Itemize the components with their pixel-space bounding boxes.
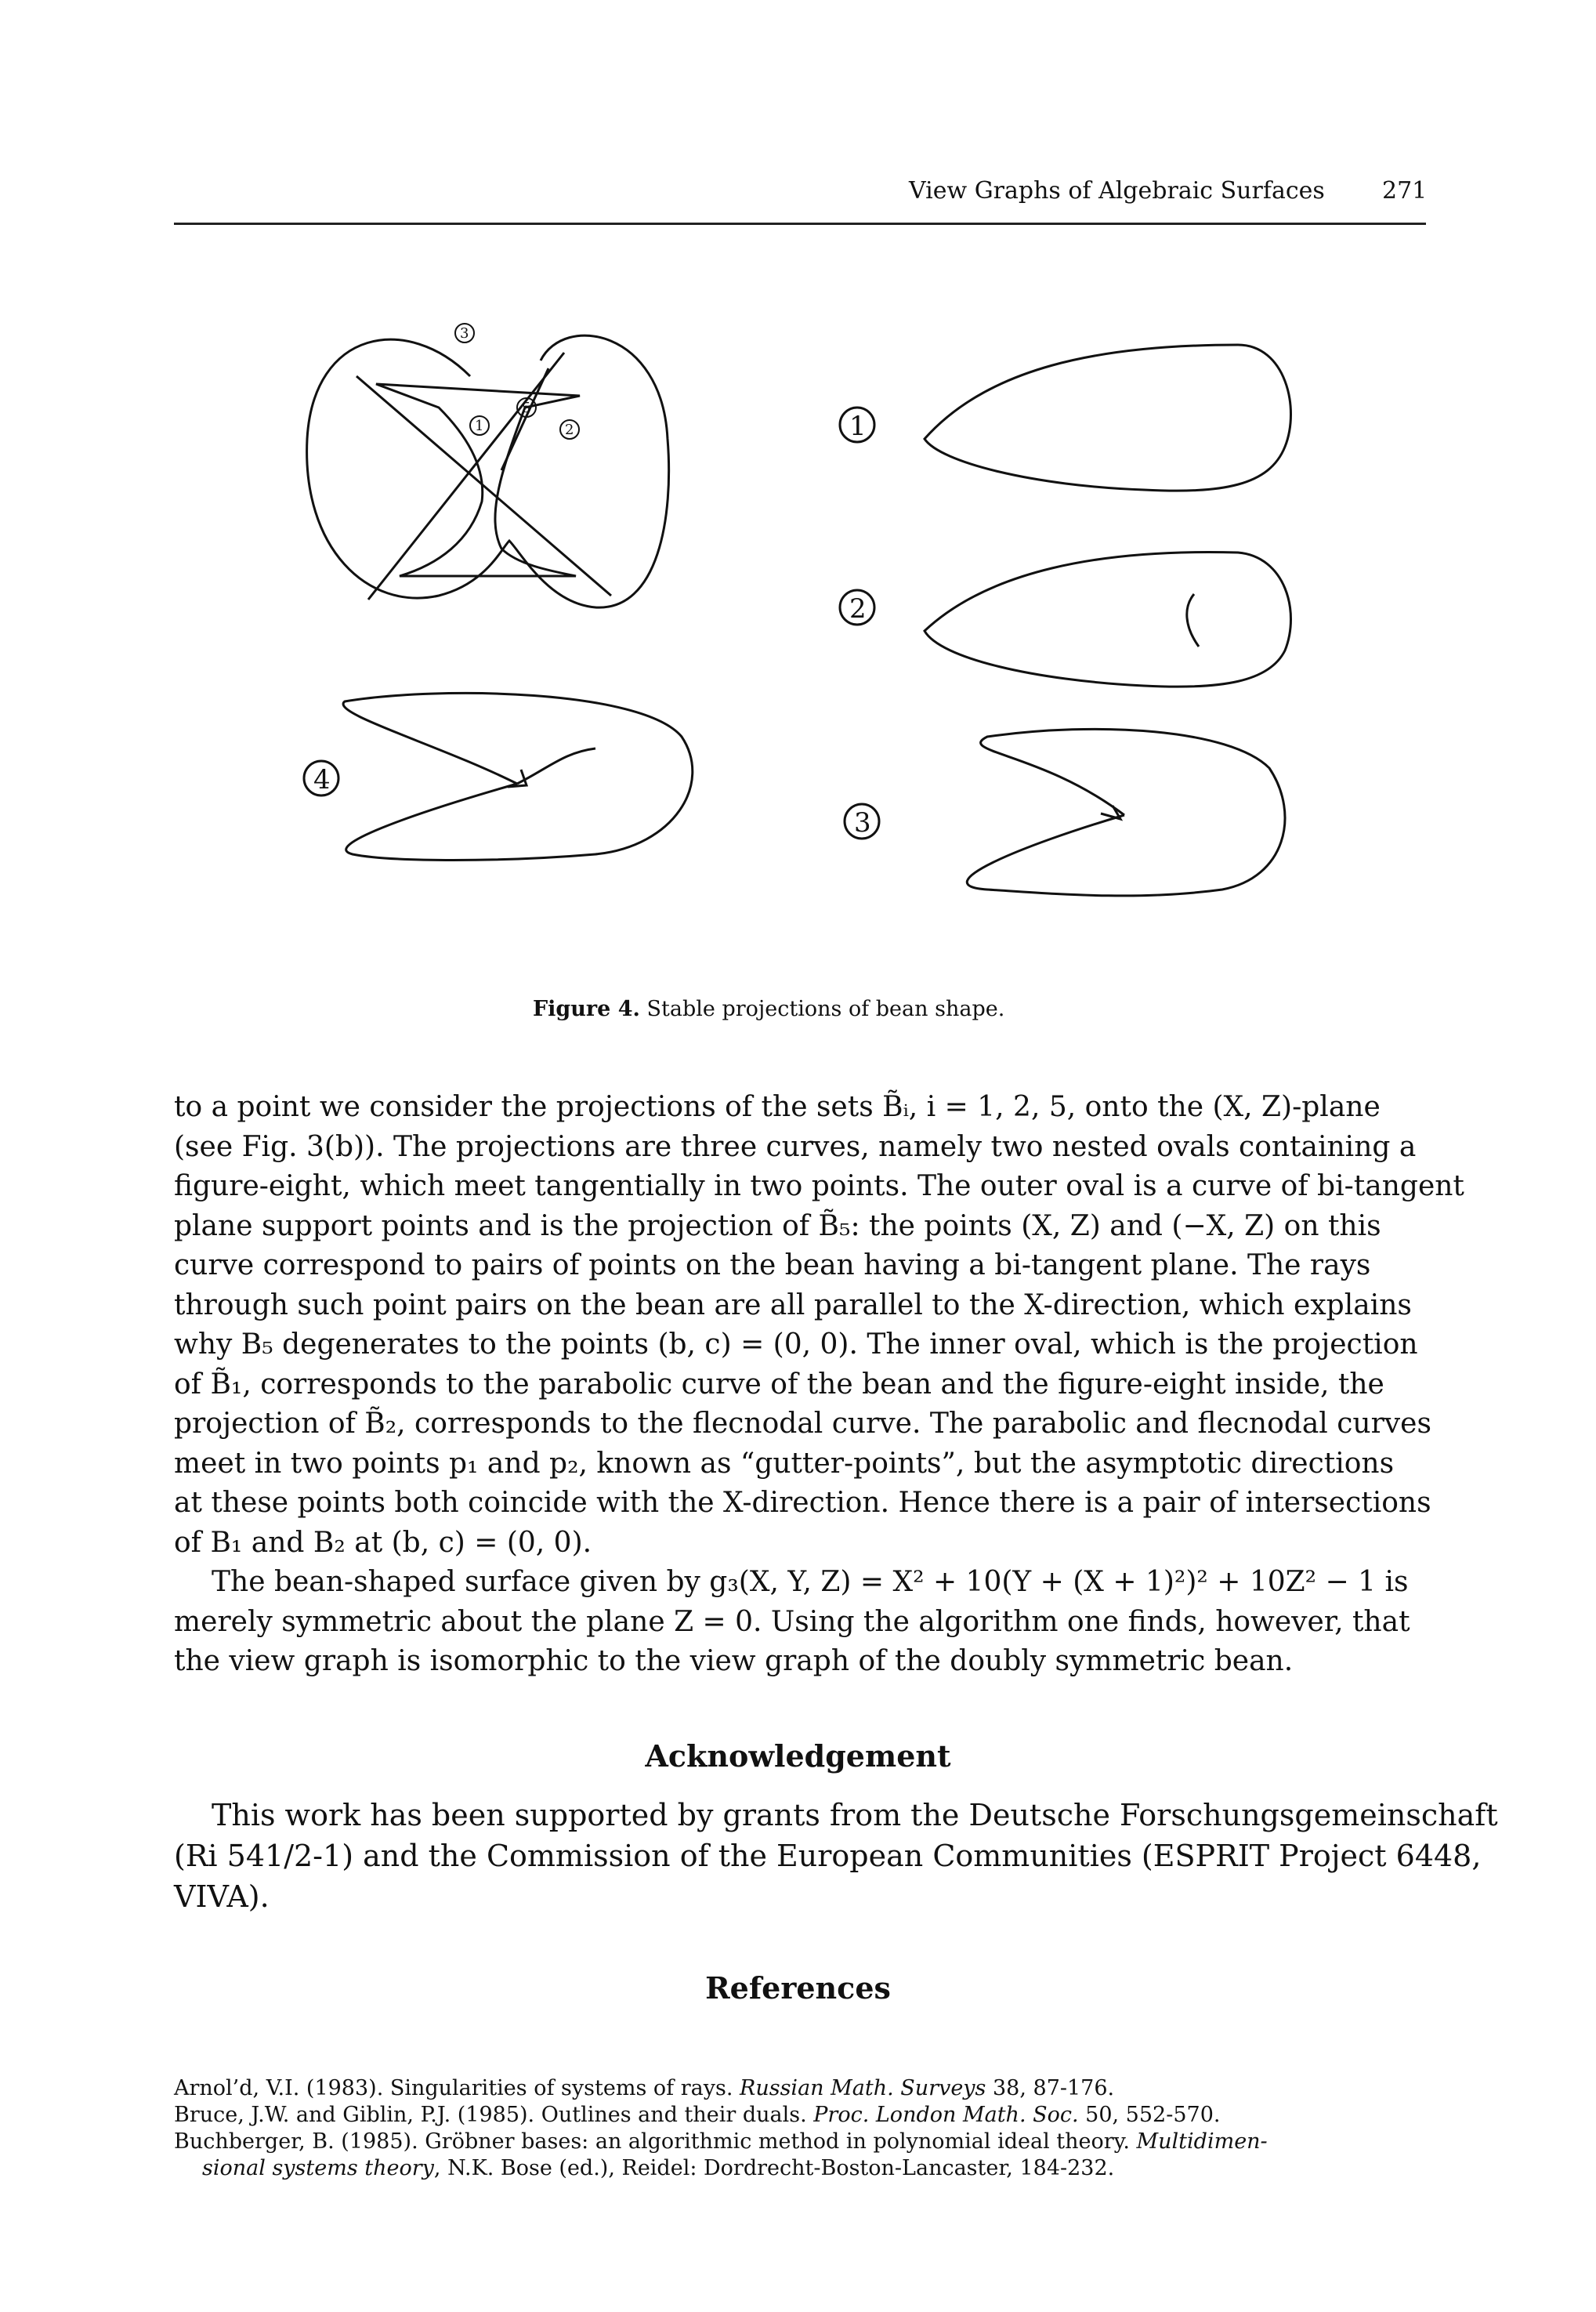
cross-line-a [356,376,611,596]
running-title: View Graphs of Algebraic Surfaces [909,177,1325,205]
reference-details: , N.K. Bose (ed.), Reidel: Dordrecht-Boston-Lancaster, 184-232. [433,2156,1115,2180]
projection-2-drawing [925,552,1291,687]
projection-4-drawing [343,693,693,860]
reference-item [174,2075,1426,2102]
small-label-1: 1 [475,418,484,434]
projection-2-curve [925,552,1291,687]
projection-2-cusp [1187,594,1199,647]
text-line: merely symmetric about the plane Z = 0. Using the algorithm one finds, however, that [174,1605,1410,1638]
text-line: This work has been supported by grants from the Deutsche Forschungsgemeinschaft [212,1798,1498,1832]
projection-3-drawing [967,729,1285,896]
text-line: meet in two points p₁ and p₂, known as “gutter-points”, but the asymptotic directions [174,1447,1395,1480]
small-label-5: 5 [522,400,531,416]
body-paragraph-1 [174,1088,1464,1563]
projection-1-drawing [925,345,1291,491]
acknowledgement-text [174,1795,1498,1917]
text-line: (see Fig. 3(b)). The projections are three curves, namely two nested ovals containing a [174,1130,1417,1163]
references-title: References [705,1970,891,2006]
label-4: 4 [313,764,331,795]
text-line: why B₅ degenerates to the points (b, c) = (0, 0). The inner oval, which is the projection [174,1328,1418,1361]
reference-journal: Proc. London Math. Soc. [813,2103,1079,2127]
text-line: at these points both coincide with the X-direction. Hence there is a pair of intersections [174,1487,1431,1519]
reference-journal: Russian Math. Surveys [740,2076,986,2100]
reference-authors: Arnol’d, V.I. (1983). Singularities of systems of rays. [174,2076,740,2100]
text-line: (Ri 541/2-1) and the Commission of the European Communities (ESPRIT Project 6448, [174,1839,1482,1873]
reference-authors: Bruce, J.W. and Giblin, P.J. (1985). Outlines and their duals. [174,2103,814,2127]
figure-caption-text: Stable projections of bean shape. [646,997,1005,1021]
small-label-3: 3 [460,325,469,342]
figure-circled-labels [304,408,879,839]
projection-4-cusp [517,748,595,784]
projection-4-curve [343,693,693,860]
small-label-2: 2 [565,422,574,438]
text-line: The bean-shaped surface given by g₃(X, Y, Z) = X² + 10(Y + (X + 1)²)² + 10Z² − 1 is [212,1566,1409,1598]
label-3: 3 [854,807,871,839]
label-1: 1 [849,411,867,442]
text-line: projection of B̃₂, corresponds to the flecnodal curve. The parabolic and flecnodal curves [174,1408,1431,1440]
text-line: the view graph is isomorphic to the view graph of the doubly symmetric bean. [174,1645,1294,1677]
page-number: 271 [1382,177,1428,205]
projection-1-curve [925,345,1291,491]
text-line: curve correspond to pairs of points on the bean having a bi-tangent plane. The rays [174,1249,1371,1281]
reference-authors: Buchberger, B. (1985). Gröbner bases: an algorithmic method in polynomial ideal theory. [174,2129,1137,2154]
text-line: to a point we consider the projections of the sets B̃ᵢ, i = 1, 2, 5, onto the (X, Z)-plane [174,1091,1381,1123]
reference-details: 50, 552-570. [1078,2103,1221,2127]
figure-caption-label: Figure 4. [533,997,640,1021]
body-paragraph-2 [174,1563,1426,1682]
text-line: through such point pairs on the bean are all parallel to the X-direction, which explains [174,1288,1412,1321]
reference-item [174,2129,1426,2182]
text-line: figure-eight, which meet tangentially in two points. The outer oval is a curve of bi-tangent [174,1170,1464,1202]
cross-line-c [501,368,548,470]
text-line: of B₁ and B₂ at (b, c) = (0, 0). [174,1526,592,1559]
figure-4 [0,0,1596,1035]
reference-continuation [174,2155,1426,2182]
text-line: plane support points and is the projection of B̃₅: the points (X, Z) and (−X, Z) on this [174,1209,1381,1242]
figure-caption [533,997,1004,1021]
projection-3-cusp [1101,806,1120,819]
reference-details: 38, 87-176. [986,2076,1115,2100]
reference-journal: Multidimen- [1136,2129,1268,2154]
projection-3-curve [967,729,1285,896]
label-2: 2 [849,593,867,625]
outer-oval-curve [307,335,669,607]
text-line: VIVA). [174,1879,270,1914]
reference-journal-cont: sional systems theory [202,2156,434,2180]
acknowledgement-title: Acknowledgement [645,1738,951,1774]
reference-item [174,2102,1426,2129]
figure-top-left-drawing [307,335,669,607]
text-line: of B̃₁, corresponds to the parabolic curve of the bean and the figure-eight inside, the [174,1368,1384,1401]
references-list [174,2075,1426,2182]
